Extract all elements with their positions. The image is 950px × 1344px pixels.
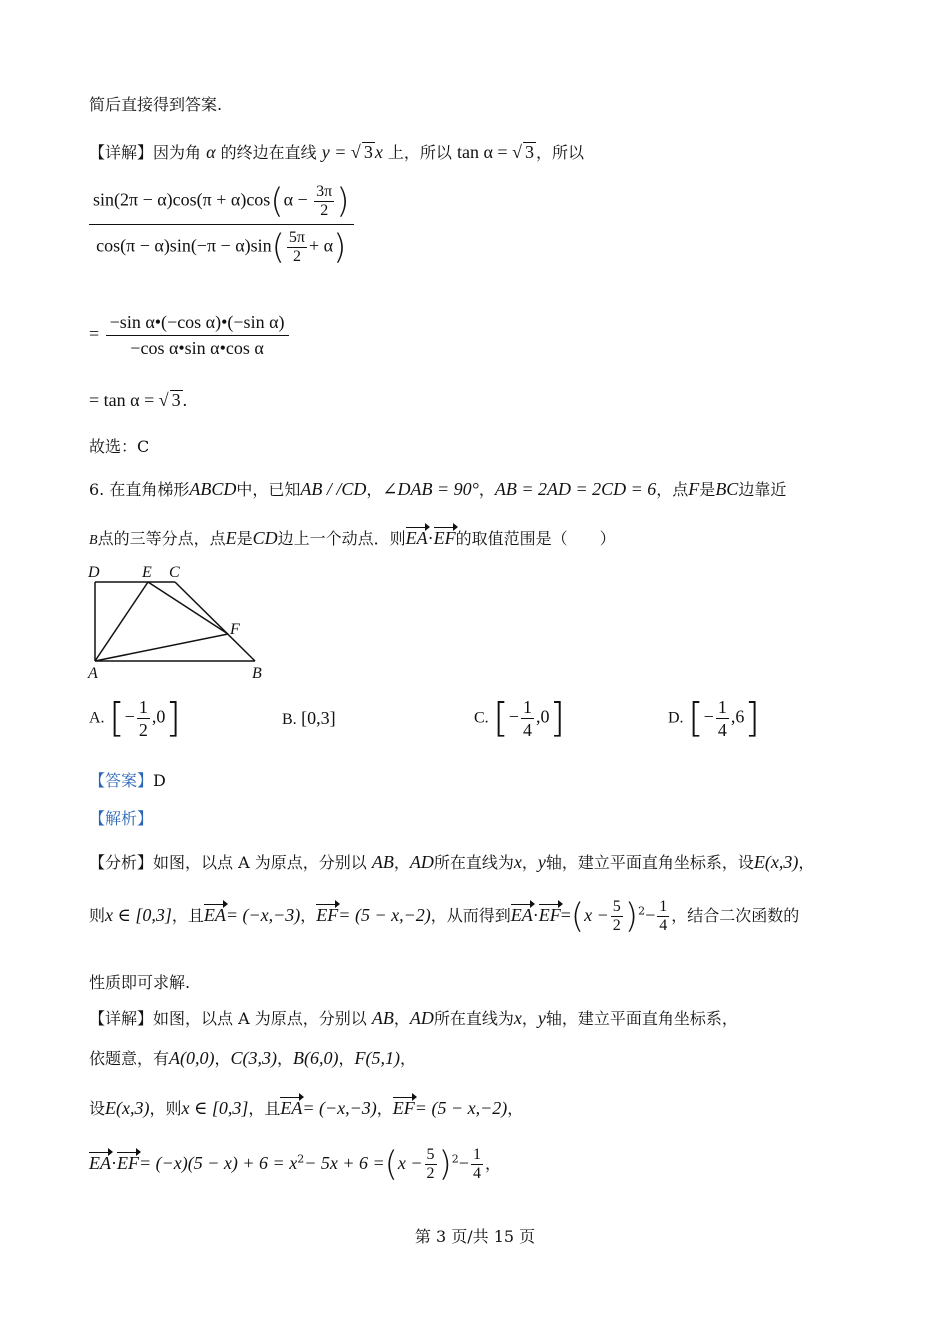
segment-af <box>95 634 228 661</box>
fenxi-math: AD <box>409 852 434 872</box>
choice-line: 故选：C <box>89 437 150 456</box>
fenxi-math: AB <box>371 852 394 872</box>
fenxi-text: ， <box>798 853 815 872</box>
option-frac-num: 1 <box>522 697 532 717</box>
option-label: C. <box>474 709 489 727</box>
option-frac-den: 4 <box>522 720 532 740</box>
option-frac-den: 2 <box>138 720 148 740</box>
q-math: F <box>688 479 700 499</box>
fenxi-line-2: 则x ∈ [0,3]，且EA= (−x,−3)，EF= (5 − x,−2)，从而得到EA·EF=(x − $\frac{5}{2}$ )$^2$− $\frac{1}{4}$ ，结合二次函数的 <box>89 896 800 937</box>
separator: ， <box>507 1099 524 1118</box>
xiangjie-text: ， <box>393 1009 410 1028</box>
xiangjie-math: − 5x + 6 = <box>304 1153 385 1173</box>
question-6-line-1 <box>89 477 786 500</box>
label-f: F <box>230 621 240 638</box>
answer-label: 【答案】 <box>89 771 154 790</box>
step2-denominator: −cos α•sin α•cos α <box>130 338 264 358</box>
xiangjie-text: 如图，以点 A 为原点，分别以 <box>153 1009 367 1028</box>
q-text: 中，已知 <box>236 480 301 499</box>
step3-text: = tan α = <box>89 390 159 410</box>
denominator-inner: + α <box>308 235 334 256</box>
fenxi-text: 则 <box>89 906 106 925</box>
option-label: A. <box>89 709 105 727</box>
sqrt-value: 3 <box>363 142 373 162</box>
option-right: ,0 <box>151 706 166 727</box>
option-label: B. <box>282 711 297 728</box>
answer-line <box>89 768 166 791</box>
label-e: E <box>142 564 152 581</box>
frac-num: 5 <box>612 898 621 915</box>
xiangjie-line-4: $EA\cdot EF= (-x)(5 - x) + 6 = x^2- 5x + 6 =(x$ − $\frac{5}{2}$ )$^2$− $\frac{1}{4}$ ， <box>89 1144 501 1185</box>
xiangjie-text: 轴，建立平面直角坐标系， <box>545 1009 738 1028</box>
q-math: ∠DAB = 90° <box>382 479 479 499</box>
xiangjie-text: 设 <box>89 1099 106 1118</box>
dot-op: · <box>427 528 434 548</box>
fraction-denominator: cos(π − α)sin(−π − α)sin <box>96 235 272 256</box>
option-a[interactable]: A. [− $\frac{1}{2}$ ,0] <box>89 695 181 742</box>
xiangjie-line-3: 设E(x,3)，则x ∈ [0,3]，且EA= (−x,−3)，EF= (5 − x,−2)， <box>89 1098 524 1118</box>
xiangjie-math: AD <box>409 1008 434 1028</box>
point-a: A(0,0) <box>169 1048 215 1068</box>
fenxi-text: ， <box>521 853 538 872</box>
exponent: 2 <box>297 1152 305 1166</box>
xiangjie-math: x ∈ [0,3] <box>181 1098 249 1118</box>
exponent: 2 <box>451 1152 459 1166</box>
line-equation: y = <box>321 142 351 162</box>
step-3: = tan α = √ 3 . <box>89 390 188 410</box>
xiangjie-math: E(x,3) <box>105 1098 150 1118</box>
trapezoid-diagram <box>80 560 280 685</box>
inner-frac-num: 5π <box>288 229 305 246</box>
sqrt-value: 3 <box>171 390 181 410</box>
point-f: F(5,1) <box>354 1048 401 1068</box>
option-frac-num: 1 <box>138 697 148 717</box>
xiangjie-math: x − <box>397 1153 423 1173</box>
equals-sign: = <box>89 323 100 344</box>
question-number: 6. <box>89 480 105 499</box>
analysis-label: 【解析】 <box>89 809 154 828</box>
q-text: 的取值范围是（ ） <box>455 529 616 548</box>
option-frac-den: 4 <box>717 720 727 740</box>
q-text: ，点 <box>656 480 689 499</box>
vector-ea: EA <box>405 528 428 548</box>
fenxi-math: E(x,3) <box>753 852 799 872</box>
q-text: 边靠近 <box>738 480 787 499</box>
q-math: AB = 2AD = 2CD = 6 <box>494 479 657 499</box>
option-frac-num: 1 <box>717 697 727 717</box>
detail-line-1: 【详解】因为角 α 的终边在直线 y = √ 3 x 上，所以 tan α = √ 3 ，所以 <box>89 142 584 162</box>
xiangjie-text: ，则 <box>149 1099 182 1118</box>
vector-ef: EF <box>433 528 456 548</box>
separator: ， <box>338 1049 355 1068</box>
fenxi-text: 轴，建立平面直角坐标系，设 <box>545 853 754 872</box>
answer-value: D <box>153 771 166 790</box>
xiangjie-math: = (−x,−3) <box>302 1098 377 1118</box>
frac-den: 2 <box>612 917 621 934</box>
page-footer: 第 3 页/共 15 页 <box>414 1227 536 1246</box>
label-b: B <box>252 665 262 682</box>
label-a: A <box>88 665 98 682</box>
fenxi-math: x − <box>584 905 609 925</box>
fenxi-label: 【分析】 <box>89 853 154 872</box>
fenxi-line-3: 性质即可求解. <box>89 973 191 992</box>
fenxi-text: ， <box>300 906 317 925</box>
separator: ， <box>400 1049 417 1068</box>
xiangjie-text: ，且 <box>248 1099 281 1118</box>
option-c[interactable]: C. [− $\frac{1}{4}$ ,0] <box>474 695 566 742</box>
step3-period: . <box>182 390 188 410</box>
option-minus: − <box>124 706 135 727</box>
option-value: [0,3] <box>301 708 336 728</box>
q-text: 边上一个动点．则 <box>277 529 406 548</box>
q-text: 点的三等分点，点 <box>97 529 226 548</box>
q-text: 是 <box>236 529 253 548</box>
fenxi-text: ，结合二次函数的 <box>671 906 800 925</box>
xiangjie-math: = (−x)(5 − x) + 6 = x <box>139 1153 298 1173</box>
fenxi-text: 所在直线为 <box>433 853 514 872</box>
q-math: AB / /CD <box>300 479 367 499</box>
step2-numerator: −sin α•(−cos α)•(−sin α) <box>106 312 289 336</box>
xiangjie-text: 所在直线为 <box>433 1009 514 1028</box>
q-text: ， <box>366 480 383 499</box>
xiangjie-math: − <box>458 1153 469 1173</box>
intro-line: 简后直接得到答案. <box>89 95 223 114</box>
fenxi-text: ，从而得到 <box>430 906 511 925</box>
inner-frac-num: 3π <box>316 183 333 200</box>
segment-ae <box>95 582 148 661</box>
fenxi-text: ，且 <box>171 906 204 925</box>
detail-text: ，所以 <box>535 143 584 162</box>
sqrt-value: 3 <box>524 142 534 162</box>
xiangjie-text: 依题意，有 <box>89 1049 170 1068</box>
fenxi-line-1 <box>89 850 814 873</box>
fenxi-math: − <box>645 905 656 925</box>
option-d[interactable]: D. [− $\frac{1}{4}$ ,6] <box>668 695 760 742</box>
fraction-numerator: sin(2π − α)cos(π + α)cos <box>93 189 271 210</box>
label-d: D <box>88 564 100 581</box>
fenxi-math: x ∈ [0,3] <box>105 905 172 925</box>
option-minus: − <box>703 706 714 727</box>
xiangjie-math: y <box>537 1008 546 1028</box>
q-math: BC <box>715 479 739 499</box>
label-c: C <box>169 564 180 581</box>
fenxi-math: = (−x,−3) <box>225 905 301 925</box>
inner-frac-den: 2 <box>292 248 301 265</box>
frac-den: 4 <box>659 917 668 934</box>
fenxi-math: x <box>513 852 522 872</box>
edge-cb <box>175 582 255 661</box>
frac-den: 4 <box>472 1165 481 1182</box>
fenxi-math: = (5 − x,−2) <box>338 905 431 925</box>
xiangjie-line-1 <box>89 1006 738 1029</box>
frac-num: 1 <box>472 1146 481 1163</box>
q-math: ABCD <box>189 479 237 499</box>
xiangjie-label: 【详解】 <box>89 1009 154 1028</box>
segment-ef <box>148 582 228 634</box>
question-6-line-2 <box>89 526 616 549</box>
frac-num: 5 <box>426 1146 435 1163</box>
separator: ， <box>376 1099 393 1118</box>
xiangjie-math: = (5 − x,−2) <box>414 1098 508 1118</box>
option-b[interactable] <box>282 708 336 729</box>
q-text: 是 <box>699 480 716 499</box>
xiangjie-text: ， <box>521 1009 538 1028</box>
x-var: x <box>374 142 383 162</box>
q-math: B <box>89 533 98 548</box>
fenxi-math: = <box>560 905 571 925</box>
detail-text: 因为角 <box>153 143 202 162</box>
xiangjie-math: AB <box>371 1008 394 1028</box>
separator: ， <box>484 1154 501 1173</box>
option-right: ,6 <box>730 706 745 727</box>
fenxi-math: y <box>537 852 546 872</box>
xiangjie-line-2 <box>89 1046 416 1069</box>
option-minus: − <box>508 706 519 727</box>
separator: ， <box>277 1049 294 1068</box>
q-text: ， <box>478 480 495 499</box>
frac-num: 1 <box>659 898 668 915</box>
detail-text: 上，所以 <box>387 143 452 162</box>
fenxi-text: 如图，以点 A 为原点，分别以 <box>153 853 367 872</box>
separator: ， <box>214 1049 231 1068</box>
frac-den: 2 <box>426 1165 435 1182</box>
option-label: D. <box>668 709 684 727</box>
option-right: ,0 <box>535 706 550 727</box>
point-c: C(3,3) <box>230 1048 278 1068</box>
numerator-inner: α − <box>283 189 313 210</box>
big-fraction: sin(2π − α)cos(π + α)cos(α − $\frac{3\pi}{2}$ ) cos(π − α)sin(−π − α)sin( $\frac{5\pi}{2}$ + α) <box>89 183 354 266</box>
step-2 <box>89 312 291 359</box>
fenxi-text: ， <box>393 853 410 872</box>
detail-label: 【详解】 <box>89 143 154 162</box>
q-math: E <box>225 528 237 548</box>
detail-text: 的终边在直线 <box>220 143 317 162</box>
tan-equation: tan α = <box>457 142 513 162</box>
point-b: B(6,0) <box>293 1048 339 1068</box>
xiangjie-math: x <box>513 1008 522 1028</box>
q-math: CD <box>252 528 278 548</box>
exponent: 2 <box>638 904 646 918</box>
q-text: 在直角梯形 <box>109 480 190 499</box>
inner-frac-den: 2 <box>320 202 329 219</box>
alpha-symbol: α <box>206 142 216 162</box>
